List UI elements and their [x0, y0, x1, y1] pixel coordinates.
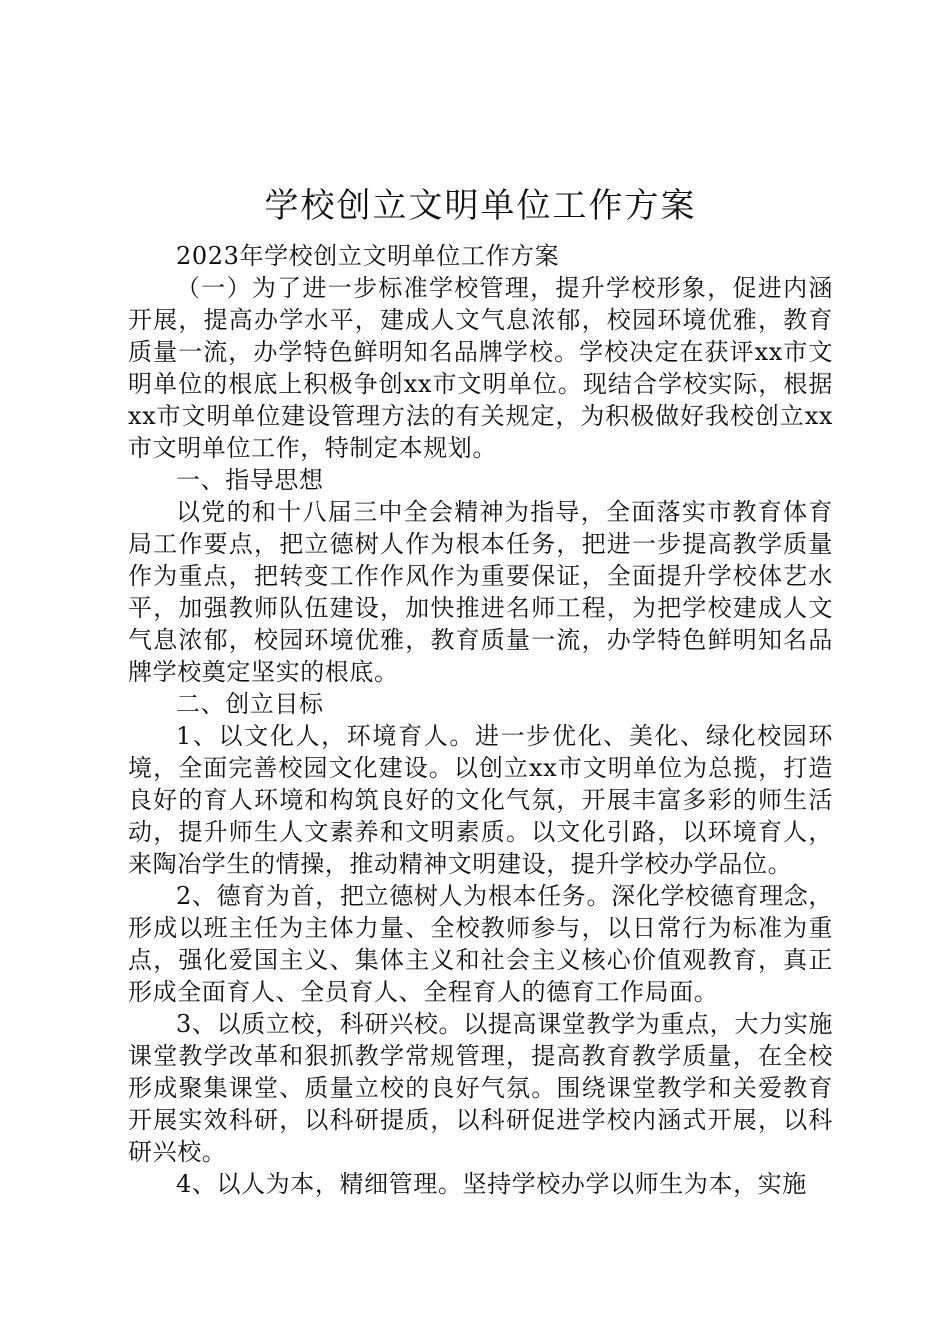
- subtitle-paragraph: 2023年学校创立文明单位工作方案: [176, 242, 560, 270]
- goal-item-2: 2、德育为首，把立德树人为根本任务。深化学校德育理念，形成以班主任为主体力量、全校教师参与，以日常行为标准为重点，强化爱国主义、集体主义和社会主义核心价值观教育，真正形成全面育人、全员育人、全程育人的德育工作局面。: [128, 882, 833, 1006]
- intro-paragraph: （一）为了进一步标准学校管理，提升学校形象，促进内涵开展，提高办学水平，建成人文气息浓郁，校园环境优雅，教育质量一流，办学特色鲜明知名品牌学校。学校决定在获评xx市文明单位的根底上积极争创xx市文明单位。现结合学校实际，根据xx市文明单位建设管理方法的有关规定，为积极做好我校创立xx市文明单位工作，特制定本规划。: [128, 274, 833, 462]
- goal-item-1: 1、以文化人，环境育人。进一步优化、美化、绿化校园环境，全面完善校园文化建设。以创立xx市文明单位为总揽，打造良好的育人环境和构筑良好的文化气氛，开展丰富多彩的师生活动，提升师生人文素养和文明素质。以文化引路，以环境育人，来陶冶学生的情操，推动精神文明建设，提升学校办学品位。: [128, 722, 833, 878]
- section-heading-goals: 二、创立目标: [176, 690, 324, 718]
- document-title: 学校创立文明单位工作方案: [264, 186, 697, 226]
- guiding-thought-paragraph: 以党的和十八届三中全会精神为指导，全面落实市教育体育局工作要点，把立德树人作为根本任务，把进一步提高教学质量作为重点，把转变工作作风作为重要保证，全面提升学校体艺水平，加强教师队伍建设，加快推进名师工程，为把学校建成人文气息浓郁，校园环境优雅，教育质量一流，办学特色鲜明知名品牌学校奠定坚实的根底。: [128, 498, 833, 686]
- section-heading-guiding-thought: 一、指导思想: [176, 466, 324, 494]
- goal-item-3: 3、以质立校，科研兴校。以提高课堂教学为重点，大力实施课堂教学改革和狠抓教学常规管理，提高教育教学质量，在全校形成聚集课堂、质量立校的良好气氛。围绕课堂教学和关爱教育开展实效科研，以科研提质，以科研促进学校内涵式开展，以科研兴校。: [128, 1010, 833, 1166]
- goal-item-4: 4、以人为本，精细管理。坚持学校办学以师生为本，实施: [176, 1170, 807, 1198]
- document-page: [128, 180, 833, 1200]
